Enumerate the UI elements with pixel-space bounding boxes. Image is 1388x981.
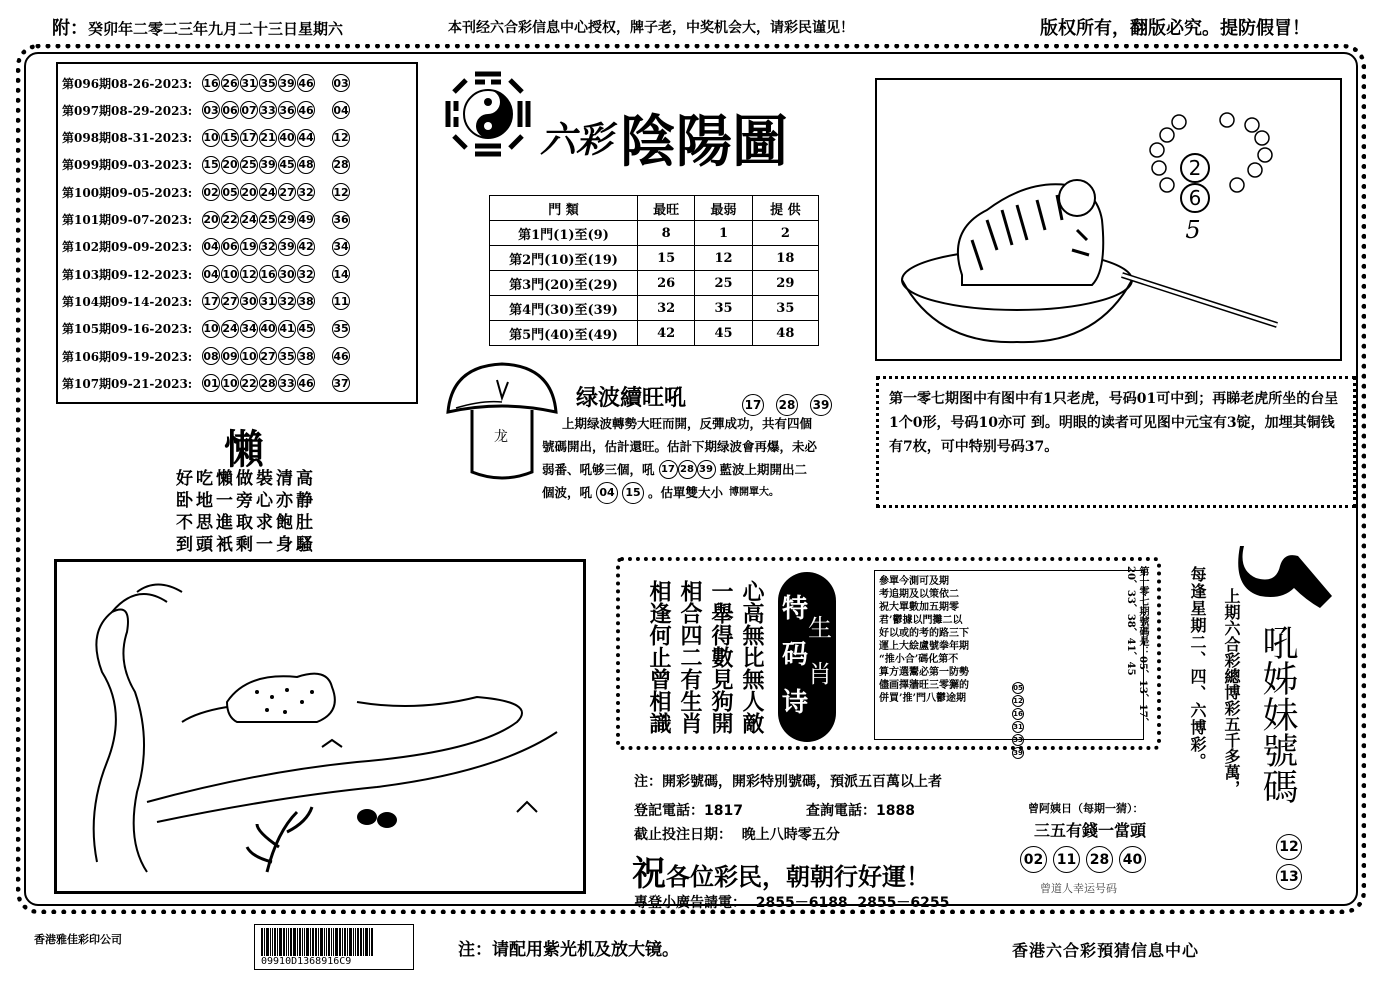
roar-numbers <box>1276 834 1302 890</box>
fine-print-line: 運上大絵盧號拳年期 <box>879 641 969 652</box>
history-label: 第097期08-29-2023: <box>62 103 193 118</box>
men-row <box>490 221 819 246</box>
number-ball: 09 <box>221 347 239 365</box>
number-ball: 30 <box>278 265 296 283</box>
number-ball: 40 <box>259 320 277 338</box>
tiger-on-bowl-illustration <box>877 80 1340 359</box>
lazy-poem-line: 卧地一旁心亦静 <box>176 491 316 511</box>
number-ball: 45 <box>278 156 296 174</box>
men-cell: 42 <box>638 321 695 346</box>
history-label: 第099期09-03-2023: <box>62 158 193 173</box>
number-ball: 15 <box>622 482 644 504</box>
special-ball: 28 <box>332 156 350 174</box>
number-ball: 16 <box>202 74 220 92</box>
aunt-phrase: 三五有錢一當頭 <box>1034 821 1147 840</box>
history-row <box>62 181 351 203</box>
fine-print-side: 第一零七期號碼是：05、13、17、20、33、38、41、45 <box>1125 566 1148 728</box>
number-ball: 28 <box>678 460 697 479</box>
number-ball: 12 <box>1013 697 1023 705</box>
number-ball: 39 <box>259 156 277 174</box>
greeting <box>632 846 930 895</box>
badge-char: 码 <box>782 640 809 670</box>
special-ball: 46 <box>332 347 350 365</box>
men-cell: 48 <box>752 321 818 346</box>
number-ball: 31 <box>240 74 258 92</box>
number-ball: 02 <box>202 183 220 201</box>
poem-badge <box>778 572 836 742</box>
number-ball: 25 <box>240 156 258 174</box>
number-ball: 45 <box>297 320 315 338</box>
fine-print-line: 儘画擇牆旺三零獬的 <box>879 680 969 691</box>
barcode <box>254 924 414 970</box>
badge-char: 特 <box>782 594 809 624</box>
special-ball: 36 <box>332 211 350 229</box>
number-ball: 28 <box>776 394 798 416</box>
green-text: 。估單雙大小 <box>648 485 724 500</box>
number-ball: 01 <box>202 374 220 392</box>
green-text: 博開單大。 <box>729 487 780 498</box>
number-ball: 28 <box>259 374 277 392</box>
men-cell: 第5門(40)至(49) <box>490 321 638 346</box>
barcode-bar <box>318 928 319 956</box>
tiger-explanation-text: 第一零七期图中有图中有1只老虎，号码01可中到；再睇老虎所坐的台呈1个0形，号码10亦可 到。明眼的读者可见图中元宝有3锭，加埋其铜钱有7枚，可中特别号码37。 <box>889 391 1339 455</box>
greeting-big: 祝 <box>632 854 666 894</box>
green-body <box>542 412 872 504</box>
number-ball: 16 <box>259 265 277 283</box>
special-ball: 11 <box>332 292 350 310</box>
number-ball: 38 <box>297 347 315 365</box>
number-ball: 39 <box>810 394 832 416</box>
number-ball: 38 <box>297 292 315 310</box>
history-label: 第103期09-12-2023: <box>62 267 193 282</box>
number-ball: 16 <box>1013 710 1023 718</box>
men-header: 門 類 <box>490 196 638 221</box>
fine-print-line: 參單今測可及期 <box>879 576 949 587</box>
history-label: 第104期09-14-2023: <box>62 294 193 309</box>
poem-column: 相逢何止曾相識 <box>646 580 672 734</box>
number-ball: 27 <box>221 292 239 310</box>
green-text: 藍波上期開出二 <box>719 462 808 477</box>
number-ball: 49 <box>297 211 315 229</box>
barcode-bar <box>266 928 269 956</box>
special-ball: 35 <box>332 320 350 338</box>
number-ball: 20 <box>240 183 258 201</box>
title-main: 陰陽圖 <box>620 110 788 175</box>
barcode-bar <box>277 928 278 956</box>
roar-sisters-title: 吼姊妹號碼 <box>1257 624 1298 804</box>
badge-char: 肖 <box>808 660 832 688</box>
fine-print-line: 算方選鬻必第一防勢 <box>879 667 969 678</box>
number-ball: 34 <box>240 320 258 338</box>
number-ball: 17 <box>659 460 678 479</box>
men-cell: 第1門(1)至(9) <box>490 221 638 246</box>
barcode-bar <box>274 928 276 956</box>
green-line: 號碼開出，估計還旺。估計下期绿波會再爆，未必 <box>542 439 818 454</box>
history-row <box>62 99 351 121</box>
men-row <box>490 296 819 321</box>
barcode-bar <box>328 928 330 956</box>
number-ball: 04 <box>202 238 220 256</box>
fine-print-numbers <box>1012 682 1024 759</box>
men-header: 最弱 <box>695 196 752 221</box>
poem-columns <box>646 580 764 734</box>
barcode-bar <box>297 928 298 956</box>
barcode-bar <box>264 928 265 956</box>
barcode-bar <box>349 928 352 956</box>
special-ball: 34 <box>332 238 350 256</box>
men-row <box>490 271 819 296</box>
badge-char: 生 <box>808 614 832 642</box>
barcode-bar <box>326 928 327 956</box>
history-row <box>62 318 351 340</box>
number-ball: 44 <box>297 129 315 147</box>
men-cell: 第2門(10)至(19) <box>490 246 638 271</box>
number-ball: 17 <box>240 129 258 147</box>
coin-number: 6 <box>1188 186 1202 210</box>
number-ball: 21 <box>259 129 277 147</box>
aunt-caption: 曾道人幸运号码 <box>1040 882 1117 895</box>
number-ball: 06 <box>221 101 239 119</box>
number-ball: 10 <box>221 265 239 283</box>
number-ball: 32 <box>259 238 277 256</box>
number-ball: 35 <box>278 347 296 365</box>
barcode-bar <box>293 928 296 956</box>
number-ball: 12 <box>1276 834 1302 860</box>
barcode-bar <box>299 928 301 956</box>
aunt-title: 曾阿姨日（每期一猜）： <box>1028 802 1144 815</box>
mushroom-label: 龙 <box>494 429 508 445</box>
barcode-number: 09910D1368916C9 <box>261 956 352 967</box>
number-ball: 28 <box>1086 846 1113 873</box>
barcode-bar <box>306 928 309 956</box>
history-row <box>62 372 351 394</box>
footer-note: 注：请配用紫光机及放大镜。 <box>458 940 679 960</box>
history-label: 第102期09-09-2023: <box>62 240 193 255</box>
register-phone: 登記電話：1817 <box>634 803 743 819</box>
fine-print-line: 好以或的考的路三下 <box>879 628 969 639</box>
men-cell: 35 <box>752 296 818 321</box>
number-ball: 11 <box>1053 846 1080 873</box>
poem-column: 相合四二有生肖 <box>677 580 703 734</box>
number-ball: 46 <box>297 74 315 92</box>
number-ball: 39 <box>278 238 296 256</box>
number-ball: 15 <box>221 129 239 147</box>
number-ball: 22 <box>221 211 239 229</box>
history-row <box>62 127 351 149</box>
men-cell: 25 <box>695 271 752 296</box>
number-ball: 35 <box>259 74 277 92</box>
history-label: 第100期09-05-2023: <box>62 185 193 200</box>
history-label: 第105期09-16-2023: <box>62 322 193 337</box>
fine-print-line: 君’鬱據以門攤二以 <box>879 615 963 626</box>
barcode-bar <box>365 928 368 956</box>
lazy-poem-line: 好吃懶做裝清高 <box>176 469 316 489</box>
lazy-poem <box>176 468 316 556</box>
number-ball: 02 <box>1020 846 1047 873</box>
barcode-bar <box>339 928 341 956</box>
barcode-bar <box>286 928 287 956</box>
men-row <box>490 246 819 271</box>
men-cell: 第3門(20)至(29) <box>490 271 638 296</box>
number-ball: 33 <box>259 101 277 119</box>
special-ball: 12 <box>332 129 350 147</box>
men-table-wrap <box>489 195 819 346</box>
barcode-bar <box>363 928 364 956</box>
barcode-bar <box>335 928 338 956</box>
green-text: 弱番、吼够三個，吼 <box>542 462 655 477</box>
number-ball: 39 <box>1013 749 1023 757</box>
men-cell: 29 <box>752 271 818 296</box>
barcode-bar <box>290 928 292 956</box>
green-text: 個波，吼 <box>542 485 593 500</box>
title-prefix: 六彩 <box>540 119 613 161</box>
barcode-bar <box>261 928 263 956</box>
barcode-bar <box>344 928 346 956</box>
men-cell: 12 <box>695 246 752 271</box>
fine-print-block <box>874 570 1144 740</box>
special-ball: 12 <box>332 183 350 201</box>
number-ball: 10 <box>221 374 239 392</box>
prize-text: 上期六合彩總博彩五千多萬， <box>1222 588 1241 796</box>
barcode-bar <box>302 928 303 956</box>
number-ball: 07 <box>240 101 258 119</box>
number-ball: 06 <box>221 238 239 256</box>
green-number-group <box>659 460 716 479</box>
coin-number: 5 <box>1185 216 1201 244</box>
men-cell: 15 <box>638 246 695 271</box>
number-ball: 39 <box>278 74 296 92</box>
men-cell: 35 <box>695 296 752 321</box>
barcode-bar <box>304 928 305 956</box>
number-ball: 24 <box>221 320 239 338</box>
number-ball: 10 <box>240 347 258 365</box>
lazy-poem-line: 到頭衹剩一身騷 <box>176 535 316 555</box>
men-row <box>490 321 819 346</box>
barcode-bar <box>315 928 317 956</box>
history-row <box>62 345 351 367</box>
history-row <box>62 290 351 312</box>
history-label: 第107期09-21-2023: <box>62 376 193 391</box>
date-text: 癸卯年二零二三年九月二十三日星期六 <box>88 20 344 38</box>
barcode-bar <box>331 928 332 956</box>
barcode-bar <box>360 928 362 956</box>
barcode-bar <box>369 928 370 956</box>
number-ball: 42 <box>297 238 315 256</box>
badge-char: 诗 <box>782 688 809 718</box>
number-ball: 05 <box>221 183 239 201</box>
history-row <box>62 209 351 231</box>
history-label: 第098期08-31-2023: <box>62 131 193 146</box>
barcode-bar <box>283 928 285 956</box>
barcode-bar <box>272 928 273 956</box>
number-ball: 27 <box>259 347 277 365</box>
barcode-bars <box>261 928 409 956</box>
fine-print-line: 併買’推’門八鬱途期 <box>879 693 966 704</box>
number-ball: 20 <box>202 211 220 229</box>
lazy-character: 懶 <box>224 426 264 473</box>
ad-phone: 專登小廣告請電： 2855－6188 2855－6255 <box>634 895 950 911</box>
fine-print-line: “推小合’碼化第不 <box>879 654 959 665</box>
barcode-bar <box>320 928 323 956</box>
poem-column: 一舉得數見狗開 <box>708 580 734 734</box>
men-header: 提 供 <box>752 196 818 221</box>
number-ball: 20 <box>221 156 239 174</box>
special-ball: 37 <box>332 374 350 392</box>
special-ball: 14 <box>332 265 350 283</box>
barcode-bar <box>342 928 343 956</box>
number-ball: 04 <box>596 482 618 504</box>
fine-print-line: 考追期及以策依二 <box>879 589 959 600</box>
number-ball: 29 <box>278 211 296 229</box>
barcode-bar <box>355 928 356 956</box>
history-panel <box>56 62 418 404</box>
number-ball: 40 <box>1119 846 1146 873</box>
number-ball: 19 <box>240 238 258 256</box>
barcode-bar <box>353 928 354 956</box>
number-ball: 17 <box>202 292 220 310</box>
leopard-picture <box>54 559 586 894</box>
men-cell: 26 <box>638 271 695 296</box>
green-line-4 <box>542 481 872 504</box>
number-ball: 46 <box>297 374 315 392</box>
barcode-bar <box>312 928 314 956</box>
number-ball: 27 <box>278 183 296 201</box>
bagua-icon <box>440 66 536 162</box>
saxophone-icon <box>1236 540 1336 620</box>
special-ball: 04 <box>332 101 350 119</box>
number-ball: 26 <box>221 74 239 92</box>
number-ball: 08 <box>202 347 220 365</box>
barcode-bar <box>324 928 325 956</box>
green-title: 绿波續旺吼 <box>576 386 687 411</box>
poem-column: 心高無比無人敵 <box>739 580 765 734</box>
greeting-text: 各位彩民，朝朝行好運！ <box>666 863 930 891</box>
number-ball: 32 <box>278 292 296 310</box>
number-ball: 31 <box>1013 723 1023 731</box>
number-ball: 13 <box>1276 864 1302 890</box>
barcode-bar <box>310 928 311 956</box>
authorization-notice: 本刊经六合彩信息中心授权，牌子老，中奖机会大，请彩民谨见！ <box>448 20 854 36</box>
men-cell: 第4門(30)至(39) <box>490 296 638 321</box>
footer-center: 香港六合彩預猜信息中心 <box>1012 941 1200 960</box>
men-cell: 18 <box>752 246 818 271</box>
special-ball: 03 <box>332 74 350 92</box>
history-row <box>62 263 351 285</box>
number-ball: 15 <box>202 156 220 174</box>
fine-print-lines <box>879 575 1139 705</box>
men-cell: 1 <box>695 221 752 246</box>
number-ball: 40 <box>278 129 296 147</box>
issue-date <box>52 14 343 40</box>
fine-print-line: 祝大單數加五期零 <box>879 602 959 613</box>
history-row <box>62 72 351 94</box>
number-ball: 41 <box>278 320 296 338</box>
number-ball: 12 <box>240 265 258 283</box>
number-ball: 32 <box>297 265 315 283</box>
men-cell: 32 <box>638 296 695 321</box>
aunt-numbers <box>1020 846 1146 873</box>
green-number-group <box>596 482 644 504</box>
barcode-bar <box>270 928 271 956</box>
number-ball: 22 <box>240 374 258 392</box>
men-cell: 2 <box>752 221 818 246</box>
tiger-explanation-box <box>876 376 1356 508</box>
green-line: 上期绿波轉勢大旺而開，反彈成功，共有四個 <box>562 416 813 431</box>
men-cell: 8 <box>638 221 695 246</box>
history-label: 第106期09-19-2023: <box>62 349 193 364</box>
number-ball: 24 <box>259 183 277 201</box>
printer-name: 香港雅佳彩印公司 <box>34 933 122 946</box>
history-label: 第101期09-07-2023: <box>62 213 193 227</box>
barcode-bar <box>357 928 359 956</box>
number-ball: 10 <box>202 129 220 147</box>
men-table <box>489 195 819 346</box>
number-ball: 24 <box>240 211 258 229</box>
history-row <box>62 154 351 176</box>
coin-number: 2 <box>1188 156 1202 180</box>
history-row <box>62 236 351 258</box>
men-cell: 45 <box>695 321 752 346</box>
deadline: 截止投注日期： 晚上八時零五分 <box>634 827 840 843</box>
number-ball: 17 <box>742 394 764 416</box>
number-ball: 33 <box>1013 736 1023 744</box>
men-header: 最旺 <box>638 196 695 221</box>
number-ball: 36 <box>278 101 296 119</box>
number-ball: 31 <box>259 292 277 310</box>
number-ball: 05 <box>1013 684 1023 692</box>
number-ball: 39 <box>697 460 716 479</box>
number-ball: 48 <box>297 156 315 174</box>
enquiry-phone: 查詢電話：1888 <box>806 803 915 819</box>
history-label: 第096期08-26-2023: <box>62 76 193 91</box>
barcode-bar <box>279 928 282 956</box>
number-ball: 04 <box>202 265 220 283</box>
number-ball: 33 <box>278 374 296 392</box>
number-ball: 03 <box>202 101 220 119</box>
number-ball: 46 <box>297 101 315 119</box>
schedule-text: 每逢星期二、四、六博彩。 <box>1188 566 1207 770</box>
barcode-bar <box>371 928 373 956</box>
number-ball: 25 <box>259 211 277 229</box>
barcode-bar <box>347 928 348 956</box>
tiger-picture <box>875 78 1342 361</box>
number-ball: 32 <box>297 183 315 201</box>
leopard-landscape-illustration <box>57 562 583 891</box>
prize-note: 注：開彩號碼，開彩特別號碼，預派五百萬以上者 <box>634 774 942 790</box>
yin-yang-logo <box>440 66 536 162</box>
barcode-bar <box>288 928 289 956</box>
lazy-poem-line: 不思進取求飽肚 <box>176 513 316 533</box>
barcode-bar <box>333 928 334 956</box>
green-line-3 <box>542 458 872 481</box>
number-ball: 10 <box>202 320 220 338</box>
number-ball: 30 <box>240 292 258 310</box>
date-prefix: 附： <box>52 18 88 39</box>
copyright-notice: 版权所有，翻版必究。提防假冒！ <box>1040 18 1310 39</box>
